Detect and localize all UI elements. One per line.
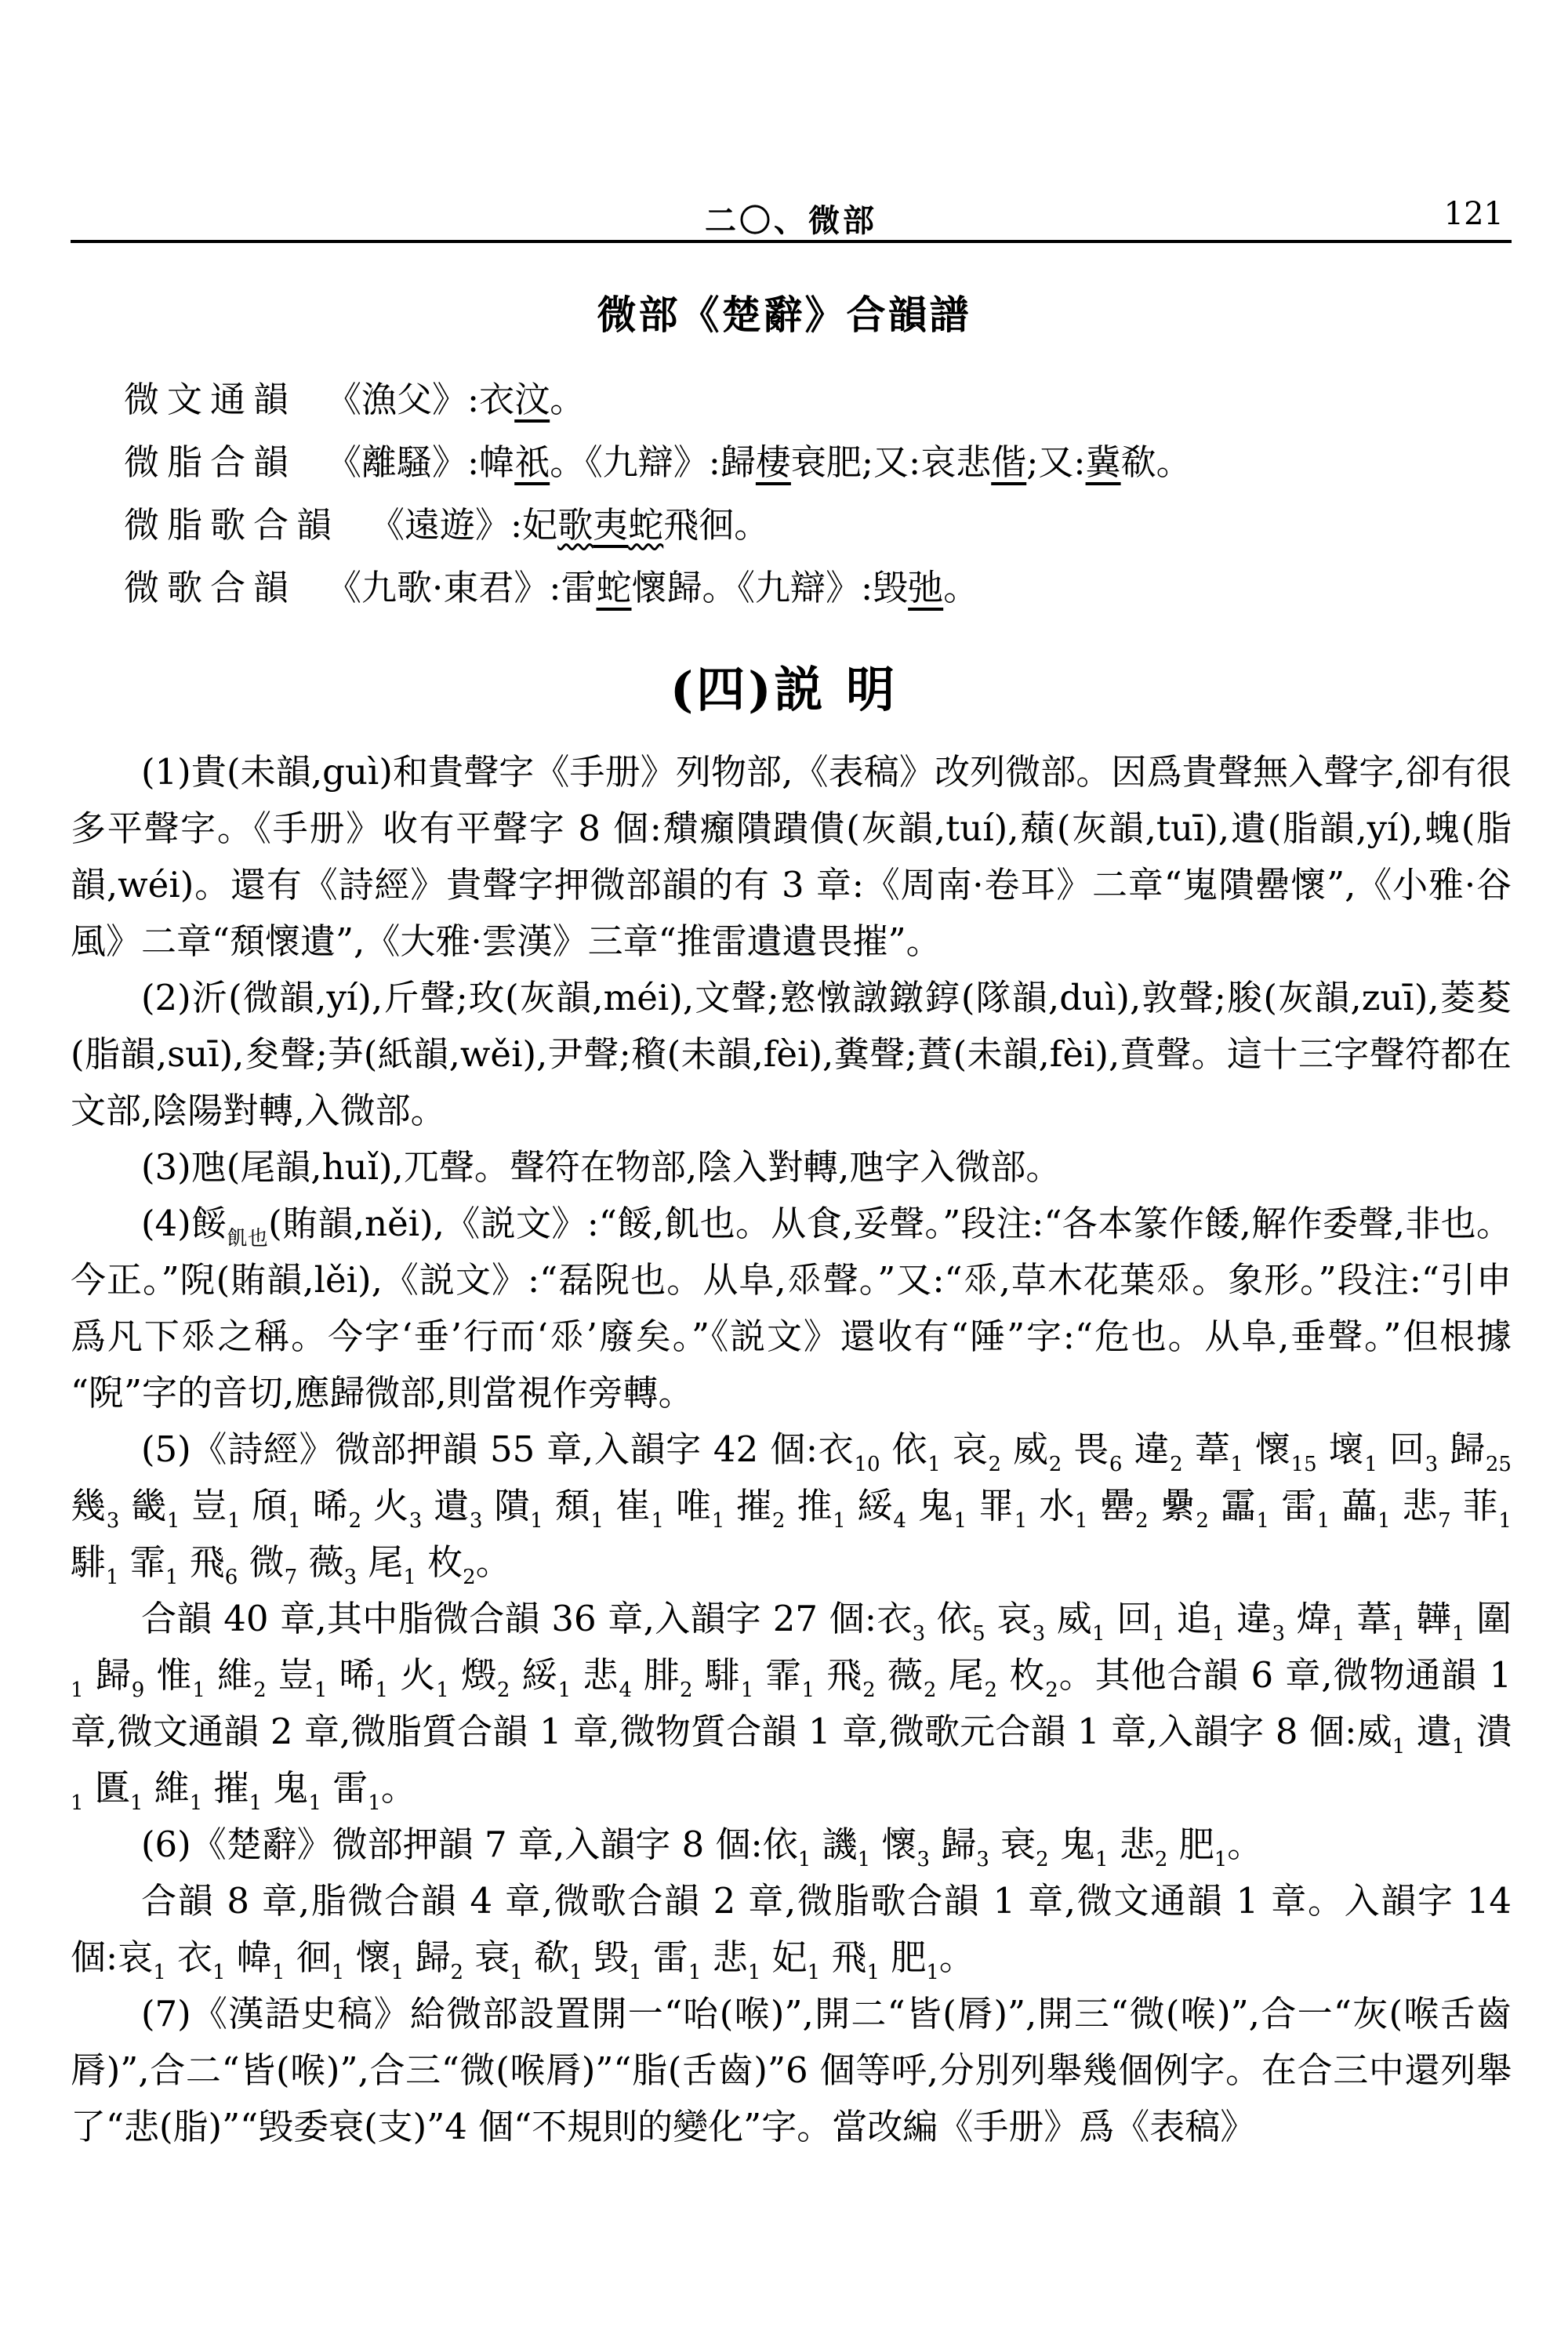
- paragraph-5: (5)《詩經》微部押韻 55 章,入韻字 42 個:衣$_{10}$ 依$_1$ 哀$_2$ 威$_2$ 畏$_6$ 違$_2$ 葦$_1$ 懷$_{15}$ 壞$_1$ 回$_3$ 歸$_{25}$ 幾$_3$ 畿$_1$ 豈$_1$ 頎$_1$ 晞$_2$ 火$_3$ 遺$_3$ 隤$_1$ 頹$_1$ 崔$_1$ 唯$_1$ 摧$_2$ 推$_1$ 綏$_4$ 鬼$_1$ 罪$_1$ 水$_1$ 罍$_2$ 纍$_2$ 靁$_1$ 雷$_1$ 藟$_1$ 悲$_7$ 菲$_1$ 騑$_1$ 霏$_1$ 飛$_6$ 微$_7$ 薇$_3$ 尾$_1$ 枚$_2$。: [71, 1428, 1512, 1589]
- paragraph-2: (2)沂(微韻,yí),斤聲;玫(灰韻,méi),文聲;憝憞譈鐓錞(隊韻,duì),敦聲;脧(灰韻,zuī),菱荾(脂韻,suī),夋聲;芛(紙韻,wěi),尹聲;䆅(未韻,fèi),糞聲;蕡(未韻,fèi),賁聲。這十三字聲符都在文部,陰陽對轉,入微部。: [71, 977, 1512, 1131]
- paragraph-4: (4)餒$_{飢也}$(賄韻,něi),《説文》:“餒,飢也。从食,妥聲。”段注:“各本篆作餧,解作委聲,非也。今正。”𨺙(賄韻,lěi),《説文》:“磊𨺙也。从阜,𠂹聲。”又:“𠂹,草木花葉𠂹。象形。”段注:“引申爲凡下𠂹之稱。今字‘垂’行而‘𠂹’廢矣。”《説文》還收有“陲”字:“危也。从阜,垂聲。”但根據“𨺙”字的音切,應歸微部,則當視作旁轉。: [71, 1203, 1512, 1414]
- rhyme-line-label: 微文通韻: [124, 379, 297, 420]
- rhyme-line: [124, 431, 1512, 494]
- rhyme-line-label: 微脂歌合韻: [124, 504, 340, 546]
- explanation-body: [71, 744, 1512, 2155]
- rhyme-correspondence-table: [71, 368, 1512, 619]
- paragraph-7: (7)《漢語史稿》給微部設置開一“咍(喉)”,開二“皆(脣)”,開三“微(喉)”,合一“灰(喉舌齒脣)”,合二“皆(喉)”,合三“微(喉脣)”“脂(舌齒)”6 個等呼,分別列舉幾個例字。在合三中還列舉了“悲(脂)”“毁委衰(支)”4 個“不規則的變化”字。當改編《手册》爲《表稿》: [71, 1993, 1512, 2147]
- rhyme-line-label: 微脂合韻: [124, 441, 297, 483]
- paragraph-6b: 合韻 8 章,脂微合韻 4 章,微歌合韻 2 章,微脂歌合韻 1 章,微文通韻 1 章。入韻字 14 個:哀$_1$ 衣$_1$ 幃$_1$ 徊$_1$ 懷$_1$ 歸$_2$ 衰$_1$ 欷$_1$ 毁$_1$ 雷$_1$ 悲$_1$ 妃$_1$ 飛$_1$ 肥$_1$。: [71, 1880, 1512, 1984]
- chapter-title: 二〇、微部: [705, 203, 877, 239]
- paragraph-6: (6)《楚辭》微部押韻 7 章,入韻字 8 個:依$_1$ 譏$_1$ 懷$_3$ 歸$_3$ 衰$_2$ 鬼$_1$ 悲$_2$ 肥$_1$。: [141, 1824, 1263, 1871]
- page-number: 121: [1443, 196, 1504, 232]
- paragraph-3: (3)虺(尾韻,huǐ),兀聲。聲符在物部,陰入對轉,虺字入微部。: [141, 1146, 1062, 1188]
- rhyme-line-content: 《九歌·東君》:雷蛇懷歸。《九辯》:毁弛。: [326, 567, 979, 608]
- explanation-heading: (四)説 明: [670, 661, 898, 718]
- rhyme-line-content: 《漁父》:衣汶。: [326, 379, 586, 420]
- running-head: [71, 196, 1512, 243]
- section-title: 微部《楚辭》合韻譜: [597, 292, 971, 338]
- rhyme-line-content: 《遠遊》:妃歌夷蛇飛徊。: [369, 504, 770, 546]
- rhyme-line: [124, 494, 1512, 557]
- paragraph-5b: 合韻 40 章,其中脂微合韻 36 章,入韻字 27 個:衣$_3$ 依$_5$ 哀$_3$ 威$_1$ 回$_1$ 追$_1$ 違$_3$ 煒$_1$ 葦$_1$ 韡$_1$ 圍$_1$ 歸$_9$ 惟$_1$ 維$_2$ 豈$_1$ 晞$_1$ 火$_1$ 燬$_2$ 綏$_1$ 悲$_4$ 腓$_2$ 騑$_1$ 霏$_1$ 飛$_2$ 薇$_2$ 尾$_2$ 枚$_2$。其他合韻 6 章,微物通韻 1 章,微文通韻 2 章,微脂質合韻 1 章,微物質合韻 1 章,微歌元合韻 1 章,入韻字 8 個:威$_1$ 遺$_1$ 潰$_1$ 匱$_1$ 維$_1$ 摧$_1$ 鬼$_1$ 雷$_1$。: [71, 1598, 1512, 1815]
- rhyme-line: [124, 557, 1512, 619]
- rhyme-line-label: 微歌合韻: [124, 567, 297, 608]
- rhyme-line-content: 《離騷》:幃祇。《九辯》:歸棲衰肥;又:哀悲偕;又:冀欷。: [326, 441, 1192, 483]
- rhyme-line: [124, 368, 1512, 431]
- paragraph-1: (1)貴(未韻,guì)和貴聲字《手册》列物部,《表稿》改列微部。因爲貴聲無入聲字,卻有很多平聲字。《手册》收有平聲字 8 個:穨㿗隤蹪僓(灰韻,tuí),蘈(灰韻,tuī),遺(脂韻,yí),螝(脂韻,wéi)。還有《詩經》貴聲字押微部韻的有 3 章:《周南·卷耳》二章“嵬隤罍懷”,《小雅·谷風》二章“頹懷遺”,《大雅·雲漢》三章“推雷遺遺畏摧”。: [71, 751, 1512, 962]
